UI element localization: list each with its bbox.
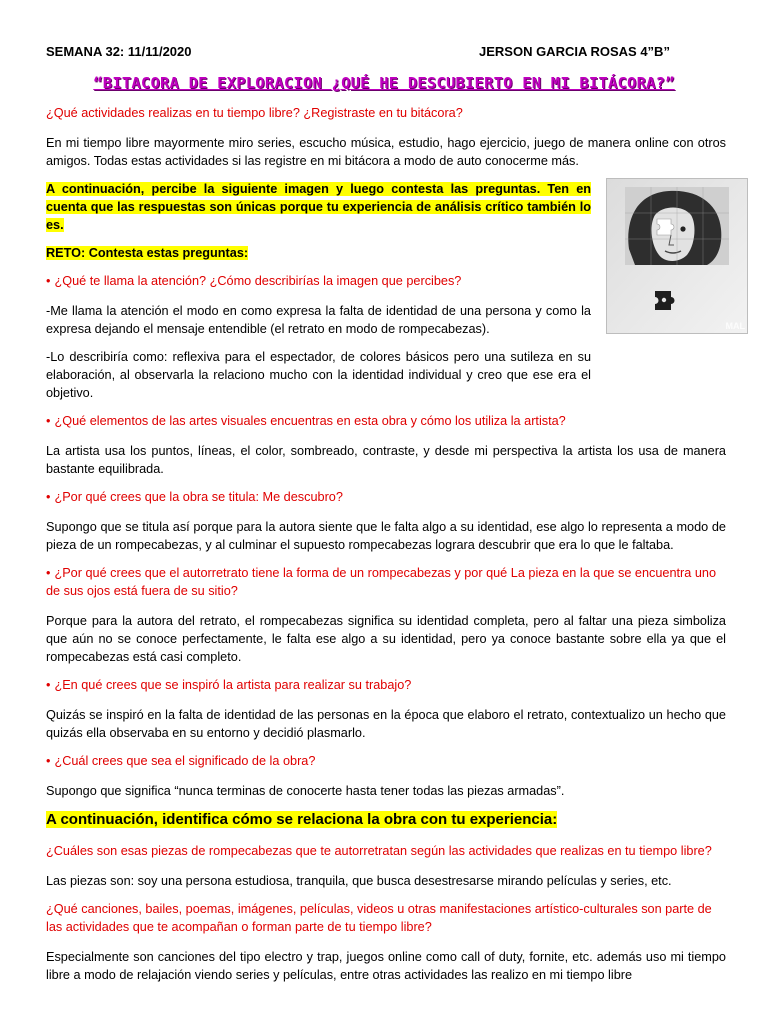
week-date-label: SEMANA 32: 11/11/2020 [46, 44, 192, 59]
question-6: • ¿En qué crees que se inspiró la artista para realizar su trabajo? [46, 676, 726, 694]
experience-heading-text: A continuación, identifica cómo se relaciona la obra con tu experiencia: [46, 811, 558, 828]
answer-8: Las piezas son: soy una persona estudiosa, tranquila, que busca desestresarse mirando películas y series, etc. [46, 874, 672, 888]
document-title: “BITACORA DE EXPLORACION ¿QUÉ HE DESCUBIERTO EN MI BITÁCORA?” [93, 74, 675, 92]
answer-7: Supongo que significa “nunca terminas de conocerte hasta tener todas las piezas armadas”. [46, 784, 565, 798]
answer-2b: -Lo describiría como: reflexiva para el espectador, de colores básicos pero una sutileza en su elaboración, al observarla la relaciono mucho con la identidad individual y creo que ese era el objetivo. [46, 350, 591, 400]
question-8: ¿Cuáles son esas piezas de rompecabezas que te autorretratan según las actividades que realizas en tu tiempo libre? [46, 844, 712, 858]
document-body [46, 104, 726, 994]
instruction-text: A continuación, percibe la siguiente imagen y luego contesta las preguntas. Ten en cuenta que las respuestas son únicas porque tu experiencia de análisis crítico también lo es. [46, 182, 591, 232]
answer-2a: -Me llama la atención el modo en como expresa la falta de identidad de una persona y como la expresa dejando el mensaje entendible (el retrato en modo de rompecabezas). [46, 304, 591, 336]
reto-heading: RETO: Contesta estas preguntas: [46, 246, 249, 260]
answer-1: En mi tiempo libre mayormente miro series, escucho música, estudio, hago ejercicio, juego de manera online con otros amigos. Todas estas actividades si las registre en mi bitácora a modo de auto conocerme más. [46, 136, 726, 168]
artwork-watermark: MAL [725, 321, 745, 331]
instruction-block [46, 180, 591, 234]
question-3: • ¿Qué elementos de las artes visuales encuentras en esta obra y cómo los utiliza la artista? [46, 412, 726, 430]
reto-block [46, 244, 591, 262]
question-4: • ¿Por qué crees que la obra se titula: Me descubro? [46, 488, 726, 506]
question-5: • ¿Por qué crees que el autorretrato tiene la forma de un rompecabezas y por qué La pieza en la que se encuentra uno de sus ojos está fuera de su sitio? [46, 564, 726, 600]
question-9: ¿Qué canciones, bailes, poemas, imágenes, películas, videos u otras manifestaciones artístico-culturales son parte de las actividades que te acompañan o forman parte de tu tiempo libre? [46, 902, 712, 934]
answer-3: La artista usa los puntos, líneas, el color, sombreado, contraste, y desde mi perspectiva la artista los usa de manera bastante equilibrada. [46, 444, 726, 476]
question-7: • ¿Cuál crees que sea el significado de la obra? [46, 752, 726, 770]
answer-6: Quizás se inspiró en la falta de identidad de las personas en la época que elaboro el retrato, contextualizo un hecho que quizás ella observaba en su entorno y decidió plasmarlo. [46, 708, 726, 740]
answer-5: Porque para la autora del retrato, el rompecabezas significa su identidad completa, pero al faltar una pieza simboliza que aún no se conoce perfectamente, le falta ese algo a su identidad, pero ya conoce bastante sobre ella ya que el rompecabezas está casi completo. [46, 614, 726, 664]
question-1: ¿Qué actividades realizas en tu tiempo libre? ¿Registraste en tu bitácora? [46, 106, 463, 120]
answer-4: Supongo que se titula así porque para la autora siente que le falta algo a su identidad, ese algo lo representa a modo de pieza de un rompecabezas, y al culminar el supuesto rompecabezas lograra descubrir que era lo que le faltaba. [46, 520, 726, 552]
experience-heading [46, 810, 726, 830]
document-header [46, 44, 722, 62]
answer-9: Especialmente son canciones del tipo electro y trap, juegos online como call of duty, fornite, etc. además uso mi tiempo libre a modo de relajación viendo series y películas, entre otras actividades las realizo en mi tiempo libre [46, 950, 726, 982]
question-2: • ¿Qué te llama la atención? ¿Cómo describirías la imagen que percibes? [46, 272, 591, 290]
student-name-label: JERSON GARCIA ROSAS 4”B” [479, 44, 670, 59]
